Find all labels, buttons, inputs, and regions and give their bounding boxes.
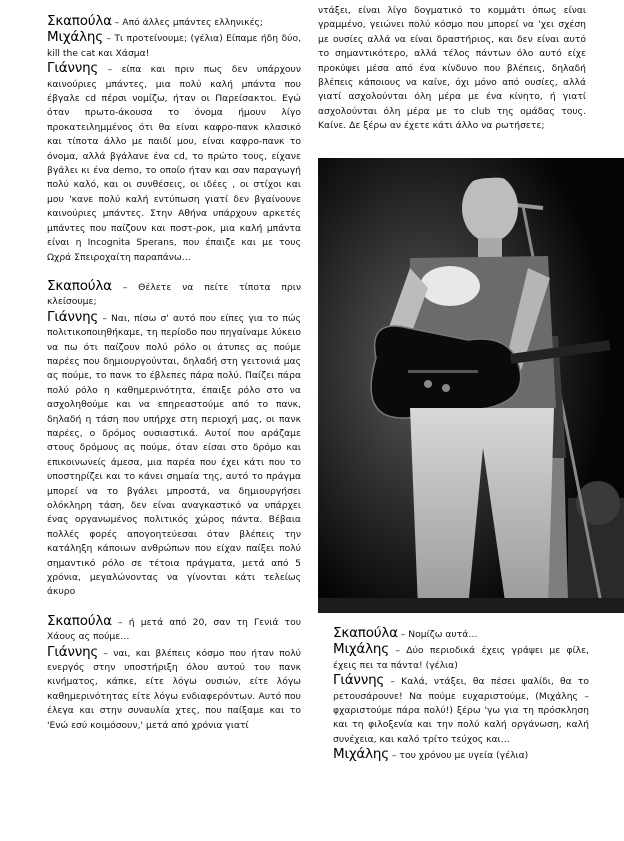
speaker-name: Μιχάλης (333, 746, 389, 763)
speaker-name: Μιχάλης (47, 29, 103, 46)
dialogue-text: – Καλά, ντάξει, θα πέσει ψαλίδι, θα το ρετουσάρουνε! Να πούμε ευχαριστούμε, (Μιχάλης – φχαριστούμε πάρα πολύ!) ξέρω 'γω για τη πρόσκληση και τη φιλοξενία και την πολύ καλή οργάνωση, καλή συνέχεια, και καλό τρίτο τεύχος και… (333, 676, 589, 745)
speaker-name: Σκαπούλα (333, 625, 398, 641)
dialogue-entry (47, 14, 301, 30)
dialogue-text: – ναι, και βλέπεις κόσμο που ήταν πολύ ενεργός στην υποστήριξη όλου αυτού του πανκ κινήματος, κάπκε, είτε λόγω ουσιών, είτε λόγω καθημερινότητας είτε λόγω ενδιαφερόντων. Αυτό που έλεγα και στην συναυλία χτες, που παίξαμε και το 'Ενώ εσύ κοιμόσουν,' μετά από χρόνια γιατί (47, 647, 302, 731)
dialogue-text: – Θέλετε να πείτε τίποτα πριν κλείσουμε; (47, 281, 301, 308)
speaker-name: Σκαπούλα (47, 277, 112, 294)
speaker-name: Γιάννης (47, 308, 99, 325)
dialogue-text: – ή μετά από 20, σαν τη Γενιά του Χάους ας πούμε… (47, 616, 302, 643)
dialogue-entry (47, 645, 301, 733)
speaker-name: Σκαπούλα (47, 13, 112, 29)
dialogue-continuation: ντάξει, είναι λίγο δογματικό το κομμάτι όπως είναι γραμμένο, γειώνει πολύ κόσμο που μπορεί να 'χει σχέση με ουσίες αλλά να είναι δραστήριος, και δεν είναι αυτό το σημαντικότερο, αλλά τέλος πάντων όλο αυτό είχε προκύψει μέσα από ένα κίνδυνο που βλέπεις, δηλαδή βλέπεις κάποιους να καίνε, όχι μόνο από ουσίες, αλλά γιατί ασχολούνται όλη μέρα με ένα κίνητο, ή γιατί ασχολούνται όλη μέρα με το club της ομάδας τους. Καίνε. Δε ξέρω αν έχετε κάτι άλλο να ρωτήσετε; (318, 5, 586, 132)
speaker-name: Γιάννης (47, 643, 99, 660)
concert-photo (318, 158, 624, 613)
dialogue-entry (47, 30, 301, 61)
right-column-top (318, 4, 586, 134)
left-column (47, 14, 301, 733)
guitarist-illustration (318, 158, 624, 613)
dialogue-text: – Από άλλες μπάντες ελληνικές; (114, 17, 264, 28)
dialogue-text: – Τι προτείνουμε; (γέλια) Είπαμε ήδη δύο, kill the cat και Χάσμα! (47, 33, 302, 59)
dialogue-text: – Ναι, πίσω σ' αυτό που είπες για το πώς πολιτικοποιηθήκαμε, τη περίοδο που πηγαίναμε λύκειο να πω ότι παίζουν πολύ ρόλο οι άτυπες ας πούμε παρέες που δημιουργούνται, δηλαδή στη γειτονιά μας ας πούμε, το πανκ το έβλεπες πάρα πολύ. Παίζει πάρα πολύ ρόλο η καθημερινότητα, έπαιξε ρόλο στο να ασχοληθούμε και να επηρεαστούμε από το πανκ, δηλαδή η τάση που υπήρχε στη περιοχή μας, οι πανκ παρέες, ο δρόμος ουσιαστικά. Αυτοί που αράζαμε στους δρόμους ας πούμε, όταν είσαι στο δρόμο και επικοινωνείς άμεσα, μια παρέα που έχει κάτι που το υποστηρίζει και το κάνει σημαία της, αυτό το πράγμα μπορεί να το βγάλει μπροστά, να δημιουργήσει ολόκληρη τάση, δεν είναι αναγκαστικό να υπάρχει ένας οργανωμένος πολιτικός χώρος πάντα. Βέβαια πολλές φορές απογοητεύεσαι όταν βλέπεις την κατάληξη κάποιων ανθρώπων που είχαν παίξει πολύ σημαντικό ρόλο σε τέτοια πράγματα, μετά από 5 χρόνια, μεγαλώνοντας να γίνονται κάτι τελείως άκυρο (47, 312, 302, 598)
dialogue-entry (333, 673, 589, 747)
dialogue-entry (47, 279, 301, 310)
dialogue-entry (333, 747, 589, 763)
dialogue-text: – Δύο περιοδικά έχεις γράψει με φίλε, έχεις πει τα πάντα! (γέλια) (333, 645, 590, 671)
dialogue-entry (333, 642, 589, 673)
dialogue-text: – του χρόνου με υγεία (γέλια) (391, 750, 529, 762)
dialogue-entry (47, 61, 301, 265)
right-column-bottom (333, 626, 589, 764)
dialogue-entry (47, 614, 301, 645)
dialogue-entry (333, 626, 589, 642)
dialogue-text: – είπα και πριν πως δεν υπάρχουν καινούριες μπάντες, μια πολύ καλή μπάντα που έβγαλε cd πέρσι νομίζω, ήταν οι Παρείσακτοι. Εγώ όταν πρωτο-άκουσα το όνομα ήμουν λίγο προκατειλημμένος ότι θα είναι καφρο-πανκ κλασικό και τίποτα άλλο με παιδί μου, είναι καφρο-πανκ το όνομα, αλλά βγάλανε ένα cd, το πρώτο τους, είχανε βγάλει κι ένα demo, το οποίο ήταν και σαν παραγωγή πολύ καλό, και οι συνθέσεις, οι ιδέες , οι στίχοι και μου 'κανε πολύ καλή εντύπωση γιατί δεν βγαίνουνε καινούριες μπάντες. Στην Αθήνα υπάρχουν αρκετές μπάντες που παίζουν και ποστ-ροκ, μια καλή μπάντα είναι η Incognita Sperans, που έπαιζε και με τους Ωχρά Σπειροχαίτη παραπάνω… (47, 64, 301, 263)
speaker-name: Γιάννης (333, 672, 385, 689)
speaker-name: Γιάννης (47, 60, 99, 77)
speaker-name: Σκαπούλα (47, 612, 112, 629)
dialogue-text: – Νομίζω αυτά… (400, 629, 478, 640)
speaker-name: Μιχάλης (333, 641, 389, 658)
dialogue-entry (47, 310, 301, 600)
